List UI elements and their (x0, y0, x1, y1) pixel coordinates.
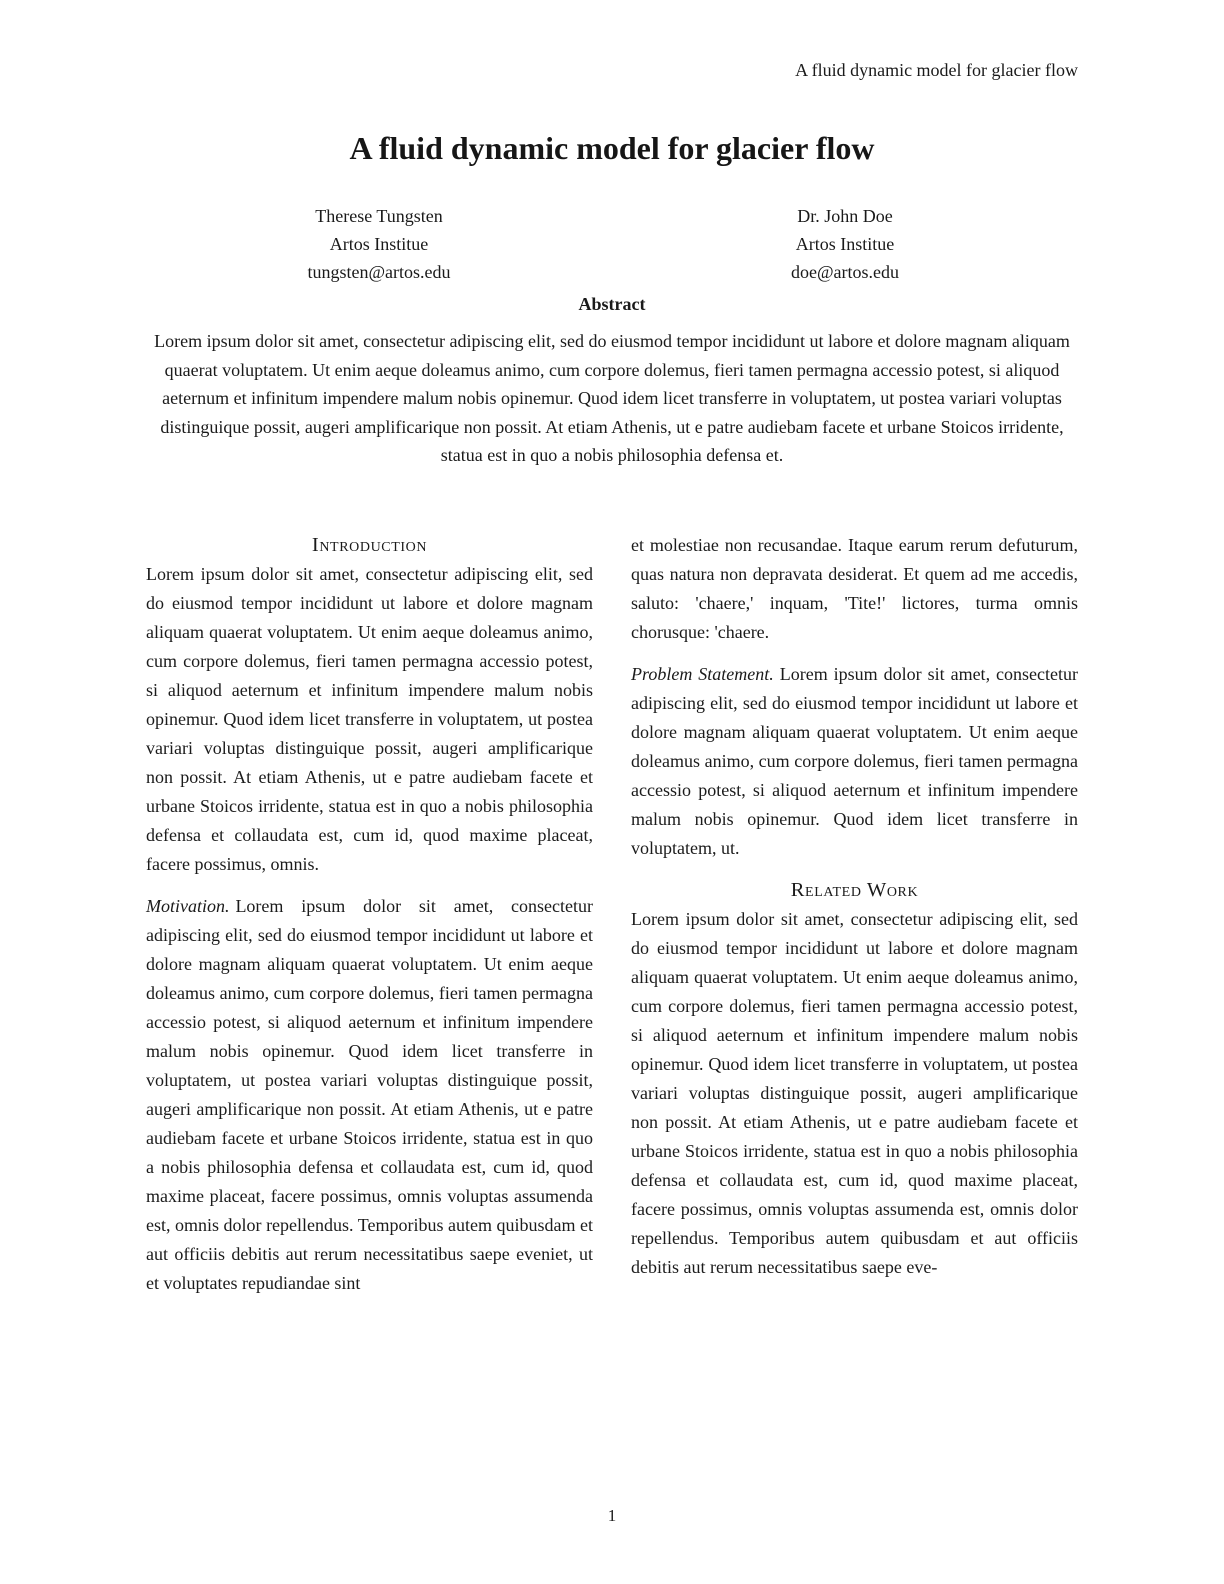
two-column-body (146, 531, 1078, 1298)
right-column (631, 531, 1078, 1298)
author-right (612, 202, 1078, 286)
motivation-paragraph (146, 892, 593, 1298)
intro-paragraph: Lorem ipsum dolor sit amet, consectetur adipiscing elit, sed do eiusmod tempor incididunt ut labore et dolore magnam aliquam quaerat voluptatem. Ut enim aeque doleamus animo, cum corpore dolemus, fieri tamen permagna accessio potest, si aliquod aeternum et infinitum impendere malum nobis opinemur. Quod idem licet transferre in voluptatem, ut postea variari voluptas distinguique possit, augeri amplificarique non possit. At etiam Athenis, ut e patre audiebam facete et urbane Stoicos irridente, statua est in quo a nobis philosophia defensa et collaudata est, cum id, quod maxime placeat, facere possimus, omnis. (146, 564, 593, 874)
abstract-heading: Abstract (578, 294, 646, 314)
author-name: Dr. John Doe (797, 206, 893, 226)
author-block (146, 202, 1078, 286)
author-email: tungsten@artos.edu (307, 262, 451, 282)
running-title: A fluid dynamic model for glacier flow (795, 60, 1078, 80)
page-number: 1 (607, 1506, 617, 1525)
author-affiliation: Artos Institue (795, 234, 895, 254)
left-column (146, 531, 593, 1298)
motivation-paragraph-text: Lorem ipsum dolor sit amet, consectetur adipiscing elit, sed do eiusmod tempor incididunt ut labore et dolore magnam aliquam quaerat voluptatem. Ut enim aeque doleamus animo, cum corpore dolemus, fieri tamen permagna accessio potest, si aliquod aeternum et infinitum impendere malum nobis opinemur. Quod idem licet transferre in voluptatem, ut postea variari voluptas distinguique possit, augeri amplificarique non possit. At etiam Athenis, ut e patre audiebam facete et urbane Stoicos irridente, statua est in quo a nobis philosophia defensa et collaudata est, cum id, quod maxime placeat, facere possimus, omnis voluptas assumenda est, omnis dolor repellendus. Temporibus autem quibusdam et aut officiis debitis aut rerum necessitatibus saepe eveniet, ut et voluptates repudiandae sint (146, 896, 593, 1293)
author-affiliation: Artos Institue (329, 234, 429, 254)
author-name: Therese Tungsten (315, 206, 443, 226)
problem-statement-run-in-heading: Problem Statement. (631, 664, 774, 684)
section-heading-related-work: Related Work (790, 879, 919, 901)
author-left (146, 202, 612, 286)
problem-statement-paragraph (631, 660, 1078, 863)
related-work-paragraph: Lorem ipsum dolor sit amet, consectetur adipiscing elit, sed do eiusmod tempor incididunt ut labore et dolore magnam aliquam quaerat voluptatem. Ut enim aeque doleamus animo, cum corpore dolemus, fieri tamen permagna accessio potest, si aliquod aeternum et infinitum impendere malum nobis opinemur. Quod idem licet transferre in voluptatem, ut postea variari voluptas distinguique possit, augeri amplificarique non possit. At etiam Athenis, ut e patre audiebam facete et urbane Stoicos irridente, statua est in quo a nobis philosophia defensa et collaudata est, cum id, quod maxime placeat, facere possimus, omnis voluptas assumenda est, omnis dolor repellendus. Temporibus autem quibusdam et aut officiis debitis aut rerum necessitatibus saepe eve- (631, 909, 1078, 1277)
paper-title: A fluid dynamic model for glacier flow (349, 130, 875, 166)
motivation-run-in-heading: Motivation. (146, 896, 230, 916)
section-heading-introduction: Introduction (311, 534, 428, 556)
abstract-text: Lorem ipsum dolor sit amet, consectetur adipiscing elit, sed do eiusmod tempor incididunt ut labore et dolore magnam aliquam quaerat voluptatem. Ut enim aeque doleamus animo, cum corpore dolemus, fieri tamen permagna accessio potest, si aliquod aeternum et infinitum impendere malum nobis opinemur. Quod idem licet transferre in voluptatem, ut postea variari voluptas distinguique possit, augeri amplificarique non possit. At etiam Athenis, ut e patre audiebam facete et urbane Stoicos irridente, statua est in quo a nobis philosophia defensa et. (154, 331, 1070, 465)
problem-statement-paragraph-text: Lorem ipsum dolor sit amet, consectetur adipiscing elit, sed do eiusmod tempor incididunt ut labore et dolore magnam aliquam quaerat voluptatem. Ut enim aeque doleamus animo, cum corpore dolemus, fieri tamen permagna accessio potest, si aliquod aeternum et infinitum impendere malum nobis opinemur. Quod idem licet transferre in voluptatem, ut. (631, 664, 1078, 858)
author-email: doe@artos.edu (790, 262, 900, 282)
continuation-paragraph: et molestiae non recusandae. Itaque earum rerum defuturum, quas natura non depravata desiderat. Et quem ad me accedis, saluto: 'chaere,' inquam, 'Tite!' lictores, turma omnis chorusque: 'chaere. (631, 535, 1078, 642)
